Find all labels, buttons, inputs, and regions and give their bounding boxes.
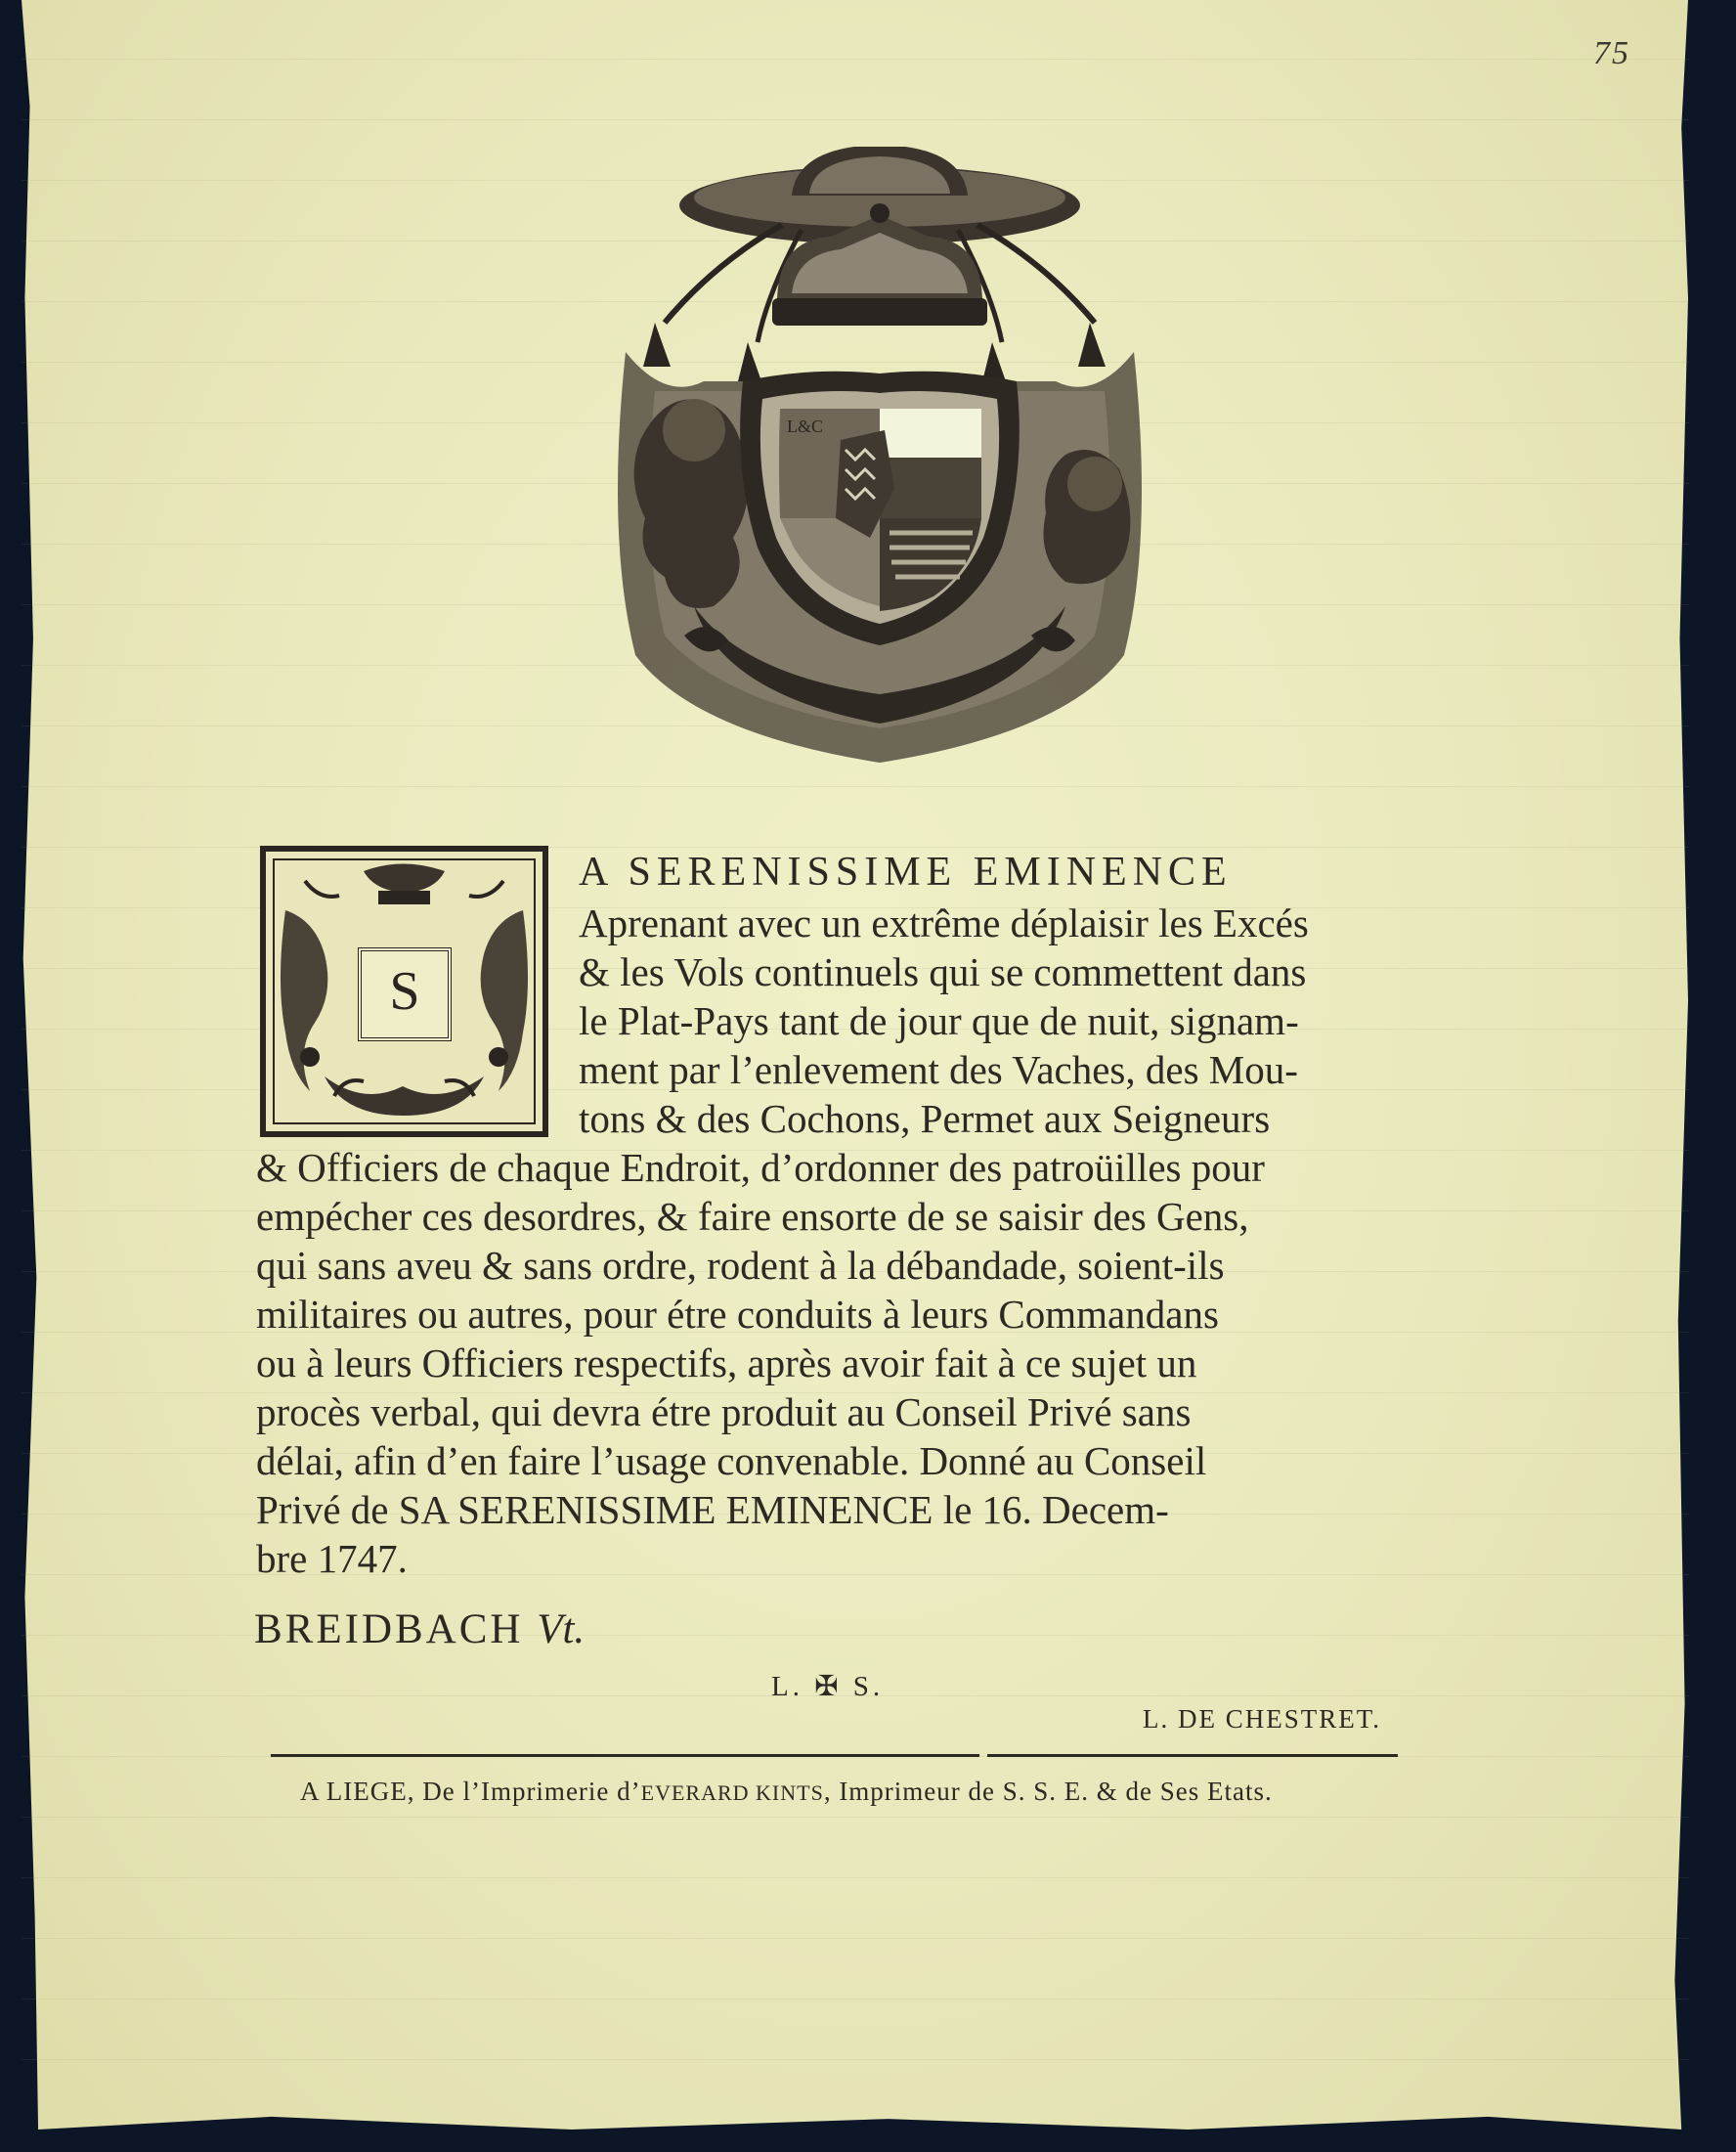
signature <box>254 1605 585 1653</box>
chain-line <box>22 59 1689 60</box>
divider-rule-right <box>987 1754 1398 1757</box>
body-line-10: militaires ou autres, pour étre conduits à leurs Commandans <box>256 1292 1219 1337</box>
chain-line <box>22 1817 1689 1818</box>
chain-line <box>22 2059 1689 2060</box>
divider-rule-left <box>271 1754 979 1757</box>
body-line-14: Privé de SA SERENISSIME EMINENCE le 16. Decem- <box>256 1487 1169 1532</box>
signature-name: BREIDBACH <box>254 1606 524 1652</box>
body-line-1: A SERENISSIME EMINENCE <box>579 850 1233 895</box>
body-line-4: le Plat-Pays tant de jour que de nuit, signam- <box>579 998 1299 1043</box>
body-line-15: bre 1747. <box>256 1536 408 1581</box>
countersignature: L. DE CHESTRET. <box>1143 1704 1381 1734</box>
body-line-2: Aprenant avec un extrême déplaisir les Excés <box>579 900 1309 945</box>
imprint-place: A LIEGE, De l’Imprimerie d’ <box>300 1777 641 1806</box>
body-line-13: délai, afin d’en faire l’usage convenable. Donné au Conseil <box>256 1438 1207 1483</box>
body-line-11: ou à leurs Officiers respectifs, après avoir fait à ce sujet un <box>256 1340 1197 1385</box>
chain-line <box>22 119 1689 120</box>
imprint-title: , Imprimeur de S. S. E. & de Ses Etats. <box>823 1777 1273 1806</box>
decorated-initial <box>260 846 548 1137</box>
body-line-3: & les Vols continuels qui se commettent dans <box>579 949 1307 994</box>
printer-imprint <box>300 1777 1273 1807</box>
seal-mark: L. ✠ S. <box>771 1671 885 1702</box>
initial-letter: S <box>358 947 452 1041</box>
signature-suffix: Vt. <box>537 1606 586 1652</box>
imprint-printer: EVERARD KINTS <box>640 1780 824 1805</box>
body-line-6: tons & des Cochons, Permet aux Seigneurs <box>579 1096 1271 1141</box>
chain-line <box>22 1998 1689 1999</box>
body-line-8: empécher ces desordres, & faire ensorte de se saisir des Gens, <box>256 1194 1249 1239</box>
body-line-5: ment par l’enlevement des Vaches, des Mou- <box>579 1047 1298 1092</box>
coat-of-arms-icon <box>547 147 1212 792</box>
folio-number: 75 <box>1593 35 1630 71</box>
body-line-7: & Officiers de chaque Endroit, d’ordonner des patroüilles pour <box>256 1145 1265 1190</box>
chain-line <box>22 1877 1689 1878</box>
crest-motto: L&C <box>787 417 824 436</box>
body-line-12: procès verbal, qui devra étre produit au Conseil Privé sans <box>256 1389 1192 1434</box>
body-line-9: qui sans aveu & sans ordre, rodent à la débandade, soient-ils <box>256 1243 1225 1288</box>
chain-line <box>22 1938 1689 1939</box>
